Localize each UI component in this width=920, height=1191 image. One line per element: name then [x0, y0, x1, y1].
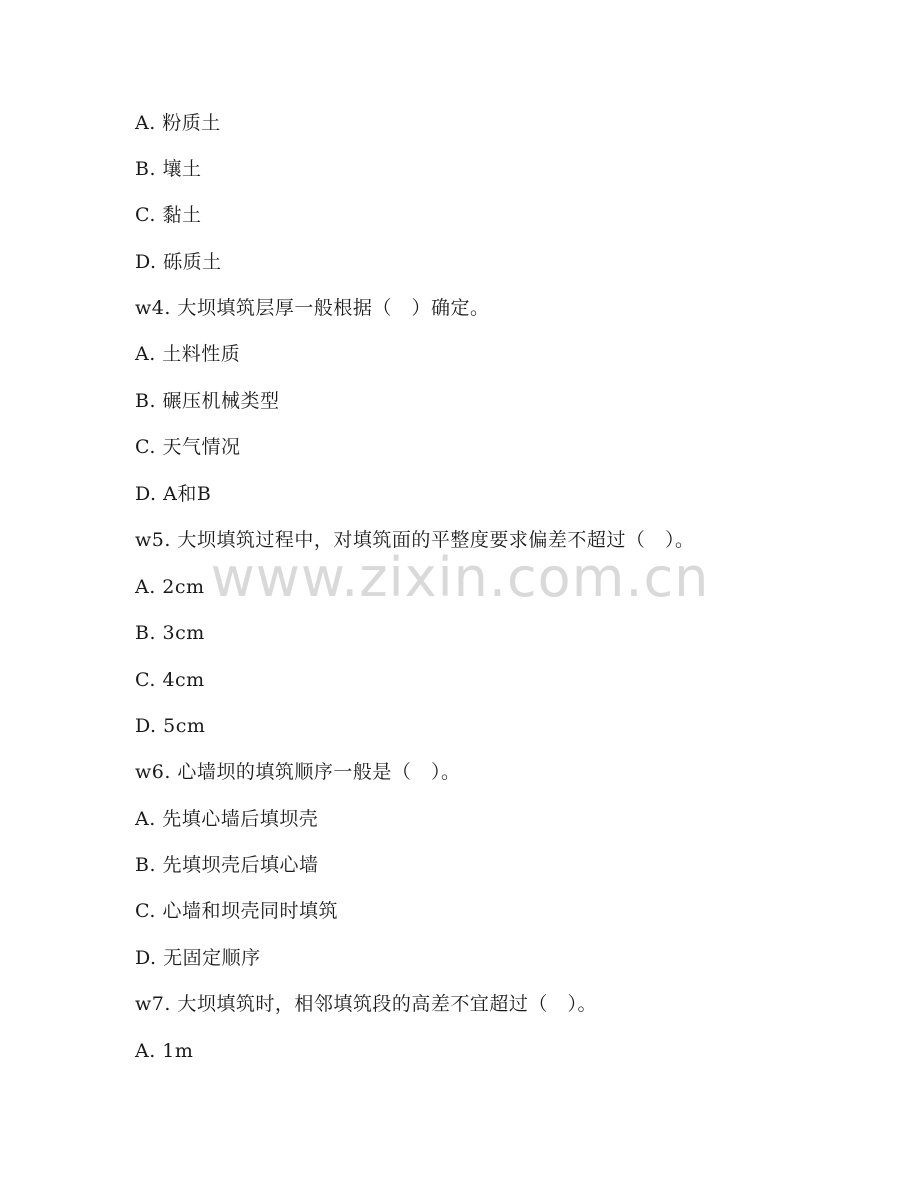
option-c-text: C. 黏土 [135, 204, 202, 226]
option-a-text: A. 1m [135, 1040, 194, 1062]
option-b-text: B. 碾压机械类型 [135, 390, 280, 412]
option-a-text: A. 先填心墙后填坝壳 [135, 808, 319, 830]
option-d-text: D. 无固定顺序 [135, 947, 261, 969]
option-d-text: D. A和B [135, 483, 212, 505]
option-b-text: B. 3cm [135, 622, 205, 644]
option-a-text: A. 2cm [135, 576, 205, 598]
option-a-text: A. 土料性质 [135, 343, 241, 365]
option-b-text: B. 先填坝壳后填心墙 [135, 854, 319, 876]
question-w5-text: w5. 大坝填筑过程中，对填筑面的平整度要求偏差不超过（ ）。 [135, 529, 695, 551]
watermark: www.zixin.com.cn [210, 546, 710, 609]
question-w4-text: w4. 大坝填筑层厚一般根据（ ）确定。 [135, 297, 490, 319]
option-a-text: A. 粉质土 [135, 112, 221, 134]
option-d-text: D. 5cm [135, 715, 206, 737]
option-c-text: C. 心墙和坝壳同时填筑 [135, 900, 338, 922]
option-c-text: C. 4cm [135, 669, 205, 691]
question-w6-text: w6. 心墙坝的填筑顺序一般是（ ）。 [135, 761, 461, 783]
option-b-text: B. 壤土 [135, 158, 202, 180]
option-c-text: C. 天气情况 [135, 436, 241, 458]
question-w7-text: w7. 大坝填筑时，相邻填筑段的高差不宜超过（ ）。 [135, 993, 598, 1015]
option-d-text: D. 砾质土 [135, 251, 222, 273]
